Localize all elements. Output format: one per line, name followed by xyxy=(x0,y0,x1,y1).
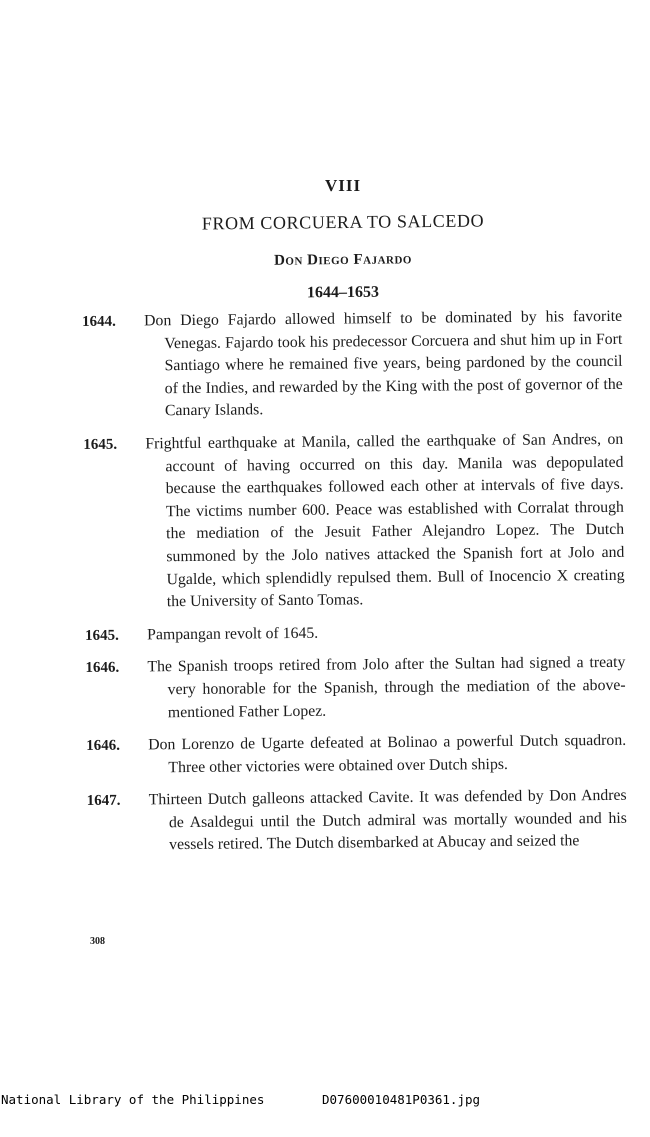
entry-year: 1646. xyxy=(85,659,120,677)
entry-year: 1644. xyxy=(82,313,116,330)
entry-text: The Spanish troops retired from Jolo after the Sultan had signed a treaty very honorable for the Spanish, through the mediation of the above-mentioned Father Lopez. xyxy=(147,654,626,721)
chronology-list xyxy=(82,306,627,868)
entry-year: 1645. xyxy=(85,627,119,644)
scan-filename: D07600010481P0361.jpg xyxy=(322,1092,481,1107)
chronology-entry xyxy=(85,652,626,725)
year-range: 1644–1653 xyxy=(306,283,380,302)
chronology-entry xyxy=(85,620,625,648)
scan-footer xyxy=(0,1092,650,1107)
chronology-entry xyxy=(82,306,623,424)
entry-text: Don Lorenzo de Ugarte defeated at Bolinao a powerful Dutch squadron. Three other victories were obtained over Dutch ships. xyxy=(148,731,627,776)
page-number: 308 xyxy=(90,936,105,947)
chronology-entry xyxy=(87,785,628,858)
entry-year: 1647. xyxy=(86,792,121,810)
entry-text: Pampangan revolt of 1645. xyxy=(147,624,319,644)
library-credit: National Library of the Philippines xyxy=(1,1092,265,1107)
chapter-number: VIII xyxy=(324,176,362,195)
entry-text: Thirteen Dutch galleons attacked Cavite. It was defended by Don Andres de Asaldegui until the Dutch admiral was mortally wounded and his vessels retired. The Dutch disembarked at Abucay and seized the xyxy=(148,787,627,854)
chronology-entry xyxy=(83,429,625,615)
entry-text: Don Diego Fajardo allowed himself to be dominated by his favorite Venegas. Fajardo took his predecessor Corcuera and shut him up in Fort Santiago where he remained five years, being pardoned by the council of the Indies, and rewarded by the King with the post of governor of the Canary Islands. xyxy=(144,307,623,420)
chronology-entry xyxy=(86,730,626,780)
entry-text: Frightful earthquake at Manila, called the earthquake of San Andres, on account of having occurred on this day. Manila was depopulated because the earthquakes followed each other at intervals of five days. The victims number 600. Peace was established with Corralat through the mediation of the Jesuit Father Alejandro Lopez. The Dutch summoned by the Jolo natives attacked the Spanish fort at Jolo and Ugalde, which splendidly repulsed them. Bull of Inocencio X creating the University of Santo Tomas. xyxy=(145,430,625,611)
entry-year: 1645. xyxy=(83,436,118,453)
section-subtitle: Don Diego Fajardo xyxy=(273,251,413,269)
chapter-title: FROM CORCUERA TO SALCEDO xyxy=(201,210,485,234)
entry-year: 1646. xyxy=(86,737,121,755)
